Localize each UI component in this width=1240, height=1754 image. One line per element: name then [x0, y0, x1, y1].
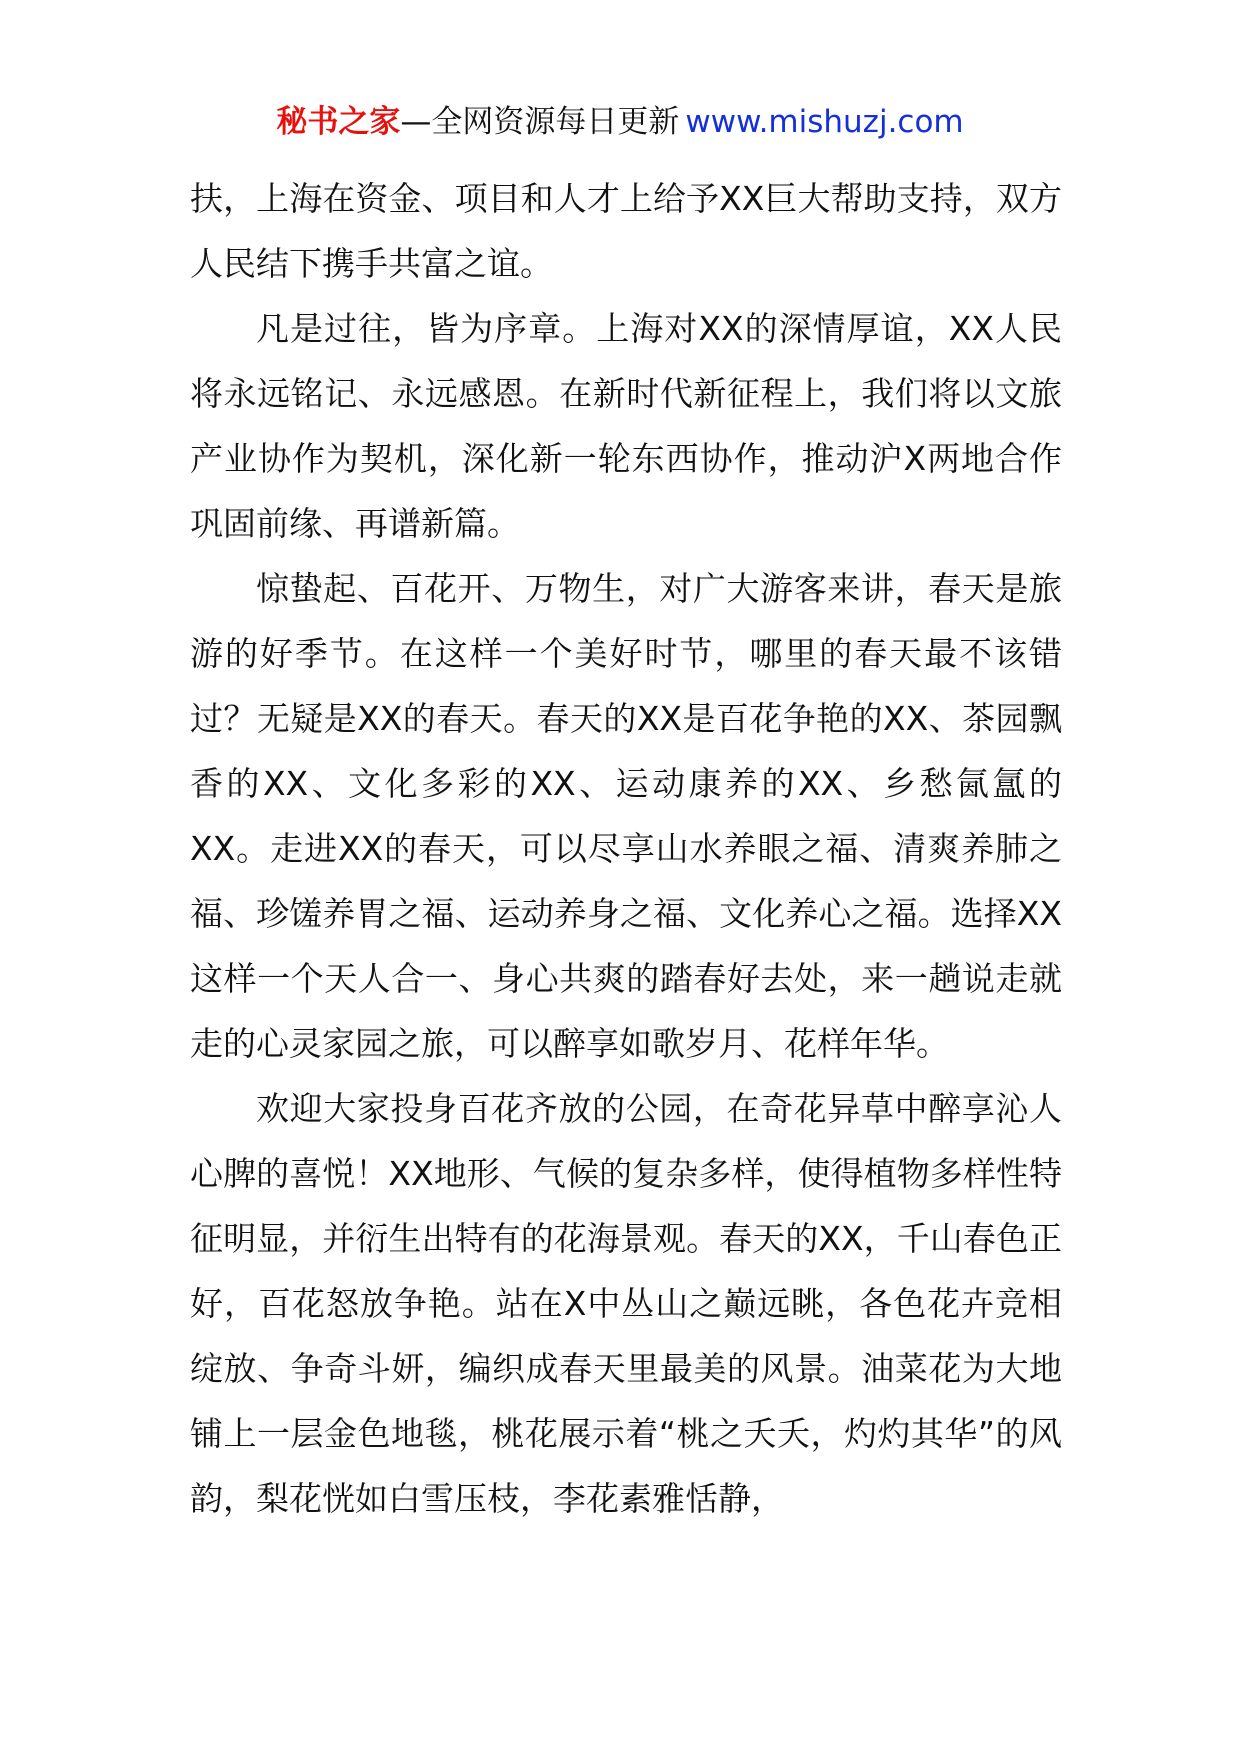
paragraph-preface: 凡是过往，皆为序章。上海对XX的深情厚谊，XX人民将永远铭记、永远感恩。在新时代新征程上，我们将以文旅产业协作为契机，深化新一轮东西协作，推动沪X两地合作巩固前缘、再谱新篇。	[190, 309, 1062, 543]
paragraph-continuation: 扶，上海在资金、项目和人才上给予XX巨大帮助支持，双方人民结下携手共富之谊。	[190, 179, 1062, 283]
brand-name: 秘书之家	[276, 104, 401, 140]
paragraph-flower-park: 欢迎大家投身百花齐放的公园，在奇花异草中醉享沁人心脾的喜悦！XX地形、气候的复杂多样，使得植物多样性特征明显，并衍生出特有的花海景观。春天的XX，千山春色正好，百花怒放争艳。站在X中丛山之巅远眺，各色花卉竞相绽放、争奇斗妍，编织成春天里最美的风景。油菜花为大地铺上一层金色地毯，桃花展示着“桃之夭夭，灼灼其华”的风韵，梨花恍如白雪压枝，李花素雅恬静，	[190, 1089, 1062, 1518]
document-body	[190, 166, 1062, 1531]
site-url-link[interactable]: www.mishuzj.com	[685, 104, 964, 140]
header-tagline: —全网资源每日更新	[400, 104, 680, 140]
page-header	[0, 100, 1240, 144]
paragraph-spring-travel: 惊蛰起、百花开、万物生，对广大游客来讲，春天是旅游的好季节。在这样一个美好时节，哪里的春天最不该错过？无疑是XX的春天。春天的XX是百花争艳的XX、茶园飘香的XX、文化多彩的XX、运动康养的XX、乡愁氤氲的XX。走进XX的春天，可以尽享山水养眼之福、清爽养肺之福、珍馐养胃之福、运动养身之福、文化养心之福。选择XX这样一个天人合一、身心共爽的踏春好去处，来一趟说走就走的心灵家园之旅，可以醉享如歌岁月、花样年华。	[190, 569, 1062, 1063]
